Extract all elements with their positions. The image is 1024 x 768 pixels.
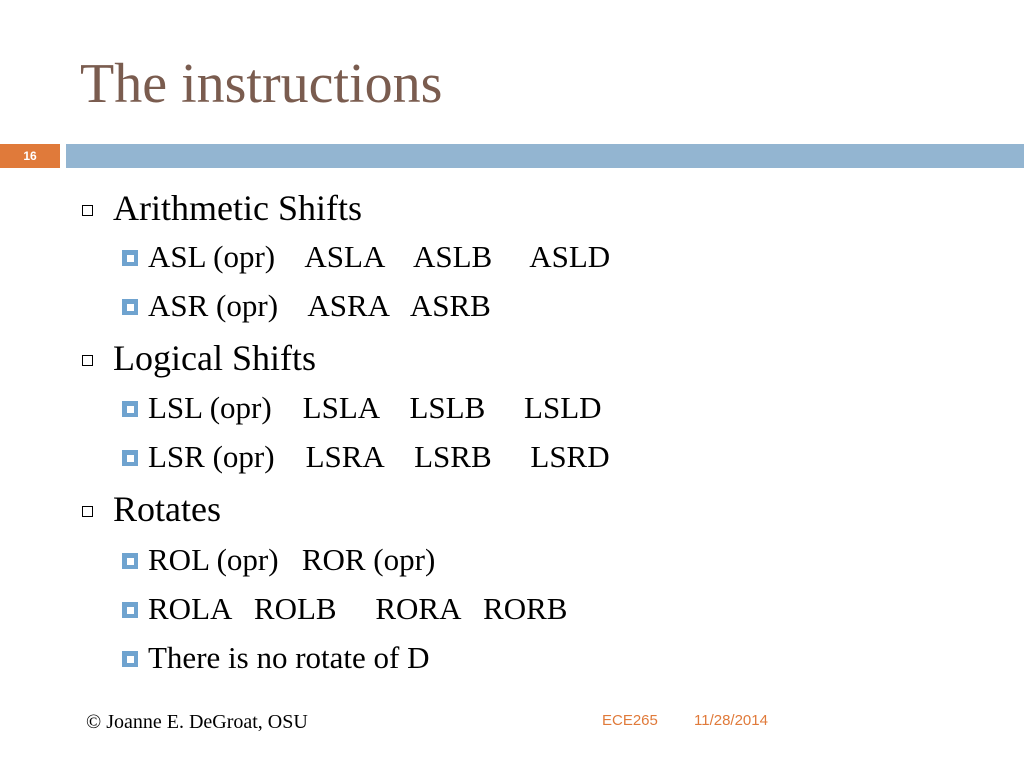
sub-bullet-text: ASL (opr) ASLA ASLB ASLD xyxy=(148,239,611,274)
hollow-square-bullet-icon xyxy=(82,205,93,216)
sub-bullet-rola-rorb xyxy=(122,587,567,631)
sub-bullet-text: ROLA ROLB RORA RORB xyxy=(148,591,568,626)
footer-date: 11/28/2014 xyxy=(694,712,768,729)
bullet-logical-shifts xyxy=(82,334,316,382)
square-bullet-icon xyxy=(122,299,138,315)
sub-bullet-text: ROL (opr) ROR (opr) xyxy=(148,542,436,577)
sub-bullet-lsl xyxy=(122,386,602,430)
hollow-square-bullet-icon xyxy=(82,355,93,366)
bullet-arithmetic-shifts xyxy=(82,184,362,232)
slide-title: The instructions xyxy=(80,53,443,115)
sub-bullet-asl xyxy=(122,235,610,279)
hollow-square-bullet-icon xyxy=(82,506,93,517)
square-bullet-icon xyxy=(122,553,138,569)
sub-bullet-text: ASR (opr) ASRA ASRB xyxy=(148,288,491,323)
sub-bullet-lsr xyxy=(122,435,610,479)
square-bullet-icon xyxy=(122,401,138,417)
sub-bullet-text: There is no rotate of D xyxy=(148,640,430,675)
sub-bullet-rol-ror xyxy=(122,538,435,582)
square-bullet-icon xyxy=(122,450,138,466)
sub-bullet-text: LSL (opr) LSLA LSLB LSLD xyxy=(148,390,602,425)
bullet-rotates xyxy=(82,485,221,533)
slide-number-badge: 16 xyxy=(0,144,60,168)
footer-course: ECE265 xyxy=(602,712,658,729)
sub-bullet-no-rotate-d xyxy=(122,636,429,680)
square-bullet-icon xyxy=(122,602,138,618)
footer-copyright: © Joanne E. DeGroat, OSU xyxy=(86,711,308,733)
header-bar xyxy=(66,144,1024,168)
sub-bullet-asr xyxy=(122,284,491,328)
bullet-text: Rotates xyxy=(113,489,221,529)
square-bullet-icon xyxy=(122,651,138,667)
sub-bullet-text: LSR (opr) LSRA LSRB LSRD xyxy=(148,439,610,474)
bullet-text: Logical Shifts xyxy=(113,338,316,378)
bullet-text: Arithmetic Shifts xyxy=(113,188,362,228)
square-bullet-icon xyxy=(122,250,138,266)
